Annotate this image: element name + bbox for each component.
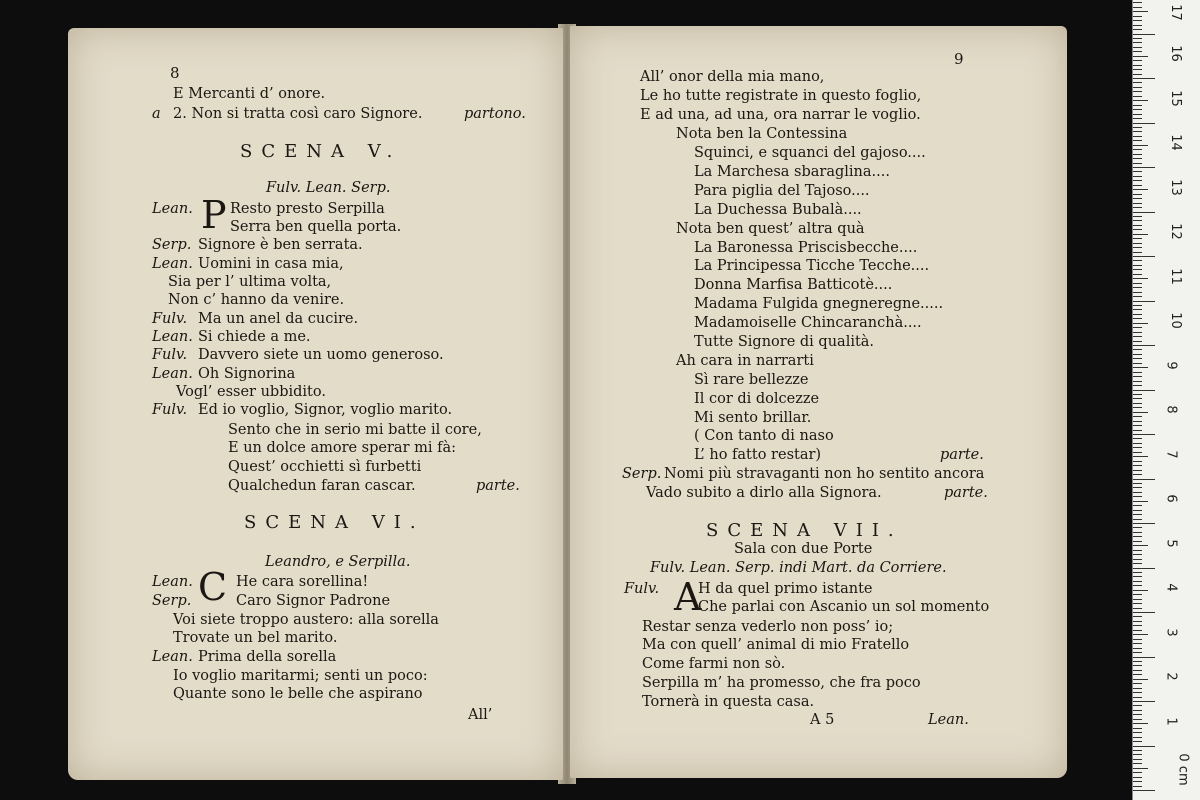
text-line: E ad una, ad una, ora narrar le voglio. [640,107,921,123]
page-number: 9 [954,50,964,68]
ruler-tick [1133,403,1142,404]
ruler-tick [1133,74,1142,75]
ruler-tick [1133,474,1142,475]
ruler-tick [1133,568,1155,569]
ruler-tick [1133,719,1142,720]
ruler-tick [1133,714,1142,715]
text-line: Madama Fulgida gnegneregne..... [694,296,944,312]
ruler-tick [1133,790,1155,791]
text-line: Voi siete troppo austero: alla sorella [173,612,439,628]
text-line: Nota ben quest’ altra quà [676,221,865,237]
ruler-tick [1133,38,1142,39]
ruler-tick [1133,394,1142,395]
ruler-tick [1133,421,1142,422]
ruler-tick [1133,670,1142,671]
text-line: La Duchessa Bubalà.... [694,202,862,218]
ruler-tick [1133,309,1142,310]
speaker: Lean. [152,329,193,345]
ruler-tick [1133,705,1142,706]
ruler-tick [1133,634,1148,635]
ruler-tick [1133,398,1142,399]
ruler-tick [1133,554,1142,555]
ruler-tick [1133,576,1142,577]
ruler-tick [1133,234,1148,235]
ruler-number: 14 [1167,134,1183,151]
ruler-tick [1133,51,1142,52]
ruler-tick [1133,301,1155,302]
ruler-tick [1133,42,1142,43]
text-line: Ma con quell’ animal di mio Fratello [642,637,910,653]
text-line: Serpilla m’ ha promesso, che fra poco [642,675,921,691]
ruler-tick [1133,260,1142,261]
ruler-tick [1133,461,1142,462]
scene-setting: Sala con due Porte [734,541,873,557]
ruler-tick [1133,763,1142,764]
ruler-tick [1133,296,1142,297]
ruler-tick [1133,345,1155,346]
ruler-tick [1133,91,1142,92]
ruler-tick [1133,523,1155,524]
text-line: Che parlai con Ascanio un sol momento [698,599,990,615]
ruler-tick [1133,158,1142,159]
page-number: 8 [170,64,180,82]
ruler-tick [1133,541,1142,542]
ruler-tick [1133,323,1148,324]
ruler-tick [1133,487,1142,488]
ruler-tick [1133,367,1148,368]
ruler-tick [1133,269,1142,270]
stage-direction: parte. [476,478,520,494]
text-line: Non c’ hanno da venire. [168,292,345,308]
right-page [570,26,1067,778]
ruler-number: 4 [1163,583,1179,592]
ruler-tick [1133,616,1142,617]
text-line: 2. Non si tratta così caro Signore. [173,106,423,122]
text-line: Trovate un bel marito. [173,630,338,646]
text-line: ( Con tanto di naso [694,428,834,444]
ruler-number: 11 [1167,268,1183,285]
ruler-tick [1133,416,1142,417]
ruler-tick [1133,759,1142,760]
ruler-tick [1133,358,1142,359]
text-line: Signore è ben serrata. [198,237,363,253]
catchword: All’ [468,707,493,723]
text-line: Vado subito a dirlo alla Signora. [646,485,882,501]
ruler-tick [1133,683,1142,684]
ruler-tick [1133,7,1142,8]
speaker: a [152,106,161,122]
ruler-number: 17 [1167,4,1183,21]
ruler-tick [1133,203,1142,204]
scene-cast: Fulv. Lean. Serp. indi Mart. da Corriere. [650,560,947,576]
ruler-tick [1133,652,1142,653]
ruler-tick [1133,496,1142,497]
ruler-tick [1133,136,1142,137]
ruler-tick [1133,287,1142,288]
drop-capital: C [198,565,228,609]
ruler-tick [1133,212,1155,213]
ruler-tick [1133,163,1142,164]
ruler-tick [1133,434,1155,435]
ruler-tick [1133,679,1148,680]
text-line: Ma un anel da cucire. [198,311,359,327]
ruler-tick [1133,229,1142,230]
text-line: He cara sorellina! [236,574,369,590]
text-line: Nomi più stravaganti non ho sentito ancora [664,466,985,482]
ruler-tick [1133,674,1142,675]
ruler-number: 3 [1163,628,1179,637]
scene-title: SCENA VI. [244,512,425,533]
ruler-tick [1133,599,1142,600]
left-page [68,28,563,780]
text-line: Sì rare bellezze [694,372,809,388]
ruler-tick [1133,786,1142,787]
speaker: Lean. [152,574,193,590]
ruler-tick [1133,697,1142,698]
ruler-tick [1133,149,1142,150]
ruler-tick [1133,341,1142,342]
ruler-tick [1133,16,1142,17]
ruler-tick [1133,256,1155,257]
signature-mark: A 5 [810,712,835,728]
ruler-tick [1133,363,1142,364]
ruler-tick [1133,452,1142,453]
ruler-tick [1133,105,1142,106]
ruler-tick [1133,603,1142,604]
ruler-tick [1133,430,1142,431]
ruler-tick [1133,728,1142,729]
ruler-tick [1133,82,1142,83]
text-line: Quest’ occhietti sì furbetti [228,459,422,475]
text-line: E Mercanti d’ onore. [173,86,326,102]
ruler-tick [1133,265,1142,266]
ruler-tick [1133,185,1142,186]
ruler-tick [1133,532,1142,533]
ruler-tick [1133,292,1142,293]
ruler-tick [1133,412,1148,413]
ruler-tick [1133,56,1148,57]
ruler-tick [1133,741,1142,742]
ruler-tick [1133,198,1142,199]
ruler-tick [1133,563,1142,564]
ruler-tick [1133,243,1142,244]
text-line: Si chiede a me. [198,329,311,345]
ruler-tick [1133,643,1142,644]
ruler-tick [1133,519,1142,520]
ruler-tick [1133,118,1142,119]
text-line: Serra ben quella porta. [230,219,402,235]
speaker: Fulv. [152,311,188,327]
text-line: Tutte Signore di qualità. [694,334,875,350]
ruler-tick [1133,109,1142,110]
text-line: Le ho tutte registrate in questo foglio, [640,88,922,104]
ruler-tick [1133,127,1142,128]
ruler-tick [1133,572,1142,573]
text-line: Prima della sorella [198,649,337,665]
ruler-tick [1133,639,1142,640]
ruler-tick [1133,385,1142,386]
ruler-tick [1133,376,1142,377]
stage-direction: parte. [944,485,988,501]
text-line: La Principessa Ticche Tecche.... [694,258,930,274]
ruler-number: 12 [1167,223,1183,240]
speaker: Lean. [152,649,193,665]
ruler-tick [1133,465,1142,466]
ruler-tick [1133,336,1142,337]
ruler-tick [1133,65,1142,66]
ruler-tick [1133,657,1155,658]
ruler-tick [1133,247,1142,248]
ruler-tick [1133,545,1148,546]
ruler-tick [1133,630,1142,631]
ruler-tick [1133,425,1142,426]
ruler-tick [1133,688,1142,689]
ruler-tick [1133,483,1142,484]
ruler-tick [1133,216,1142,217]
measurement-ruler [1132,0,1200,800]
ruler-tick [1133,501,1148,502]
ruler-tick [1133,318,1142,319]
text-line: Mi sento brillar. [694,410,812,426]
ruler-tick [1133,327,1142,328]
ruler-tick [1133,372,1142,373]
scene-title: SCENA V. [240,141,402,162]
drop-capital: A [674,575,702,619]
ruler-tick [1133,550,1142,551]
ruler-tick [1133,283,1142,284]
ruler-tick [1133,60,1142,61]
ruler-tick [1133,274,1142,275]
text-line: La Marchesa sbaraglina.... [694,164,890,180]
ruler-tick [1133,131,1142,132]
ruler-tick [1133,332,1142,333]
ruler-tick [1133,225,1142,226]
ruler-tick [1133,220,1142,221]
ruler-tick [1133,768,1148,769]
stage-direction: parte. [940,447,984,463]
ruler-tick [1133,456,1148,457]
text-line: Resto presto Serpilla [230,201,385,217]
speaker: Fulv. [152,402,188,418]
text-line: Davvero siete un uomo generoso. [198,347,444,363]
ruler-tick [1133,114,1142,115]
speaker: Lean. [152,201,193,217]
ruler-tick [1133,47,1142,48]
text-line: Il cor di dolcezze [694,391,820,407]
text-line: Tornerà in questa casa. [642,694,815,710]
ruler-tick [1133,140,1142,141]
ruler-tick [1133,171,1142,172]
text-line: Caro Signor Padrone [236,593,391,609]
ruler-tick [1133,238,1142,239]
ruler-tick [1133,661,1142,662]
text-line: E un dolce amore sperar mi fà: [228,440,456,456]
ruler-tick [1133,777,1142,778]
ruler-tick [1133,189,1148,190]
ruler-tick [1133,20,1142,21]
ruler-number: 9 [1163,361,1179,370]
ruler-tick [1133,625,1142,626]
speaker: Serp. [152,237,192,253]
text-line: H da quel primo istante [698,581,873,597]
ruler-tick [1133,194,1142,195]
ruler-tick [1133,648,1142,649]
ruler-tick [1133,443,1142,444]
ruler-tick [1133,510,1142,511]
ruler-tick [1133,314,1142,315]
ruler-tick [1133,176,1142,177]
ruler-tick [1133,145,1148,146]
drop-capital: P [201,193,227,237]
ruler-tick [1133,78,1155,79]
text-line: Io voglio maritarmi; senti un poco: [173,668,428,684]
ruler-tick [1133,559,1142,560]
text-line: Qualchedun faran cascar. [228,478,416,494]
ruler-tick [1133,732,1142,733]
text-line: Come farmi non sò. [642,656,786,672]
ruler-number: 8 [1163,405,1179,414]
speaker: Fulv. [152,347,188,363]
ruler-tick [1133,278,1148,279]
ruler-tick [1133,612,1155,613]
ruler-tick [1133,25,1142,26]
ruler-tick [1133,492,1142,493]
text-line: Uomini in casa mia, [198,256,344,272]
ruler-tick [1133,381,1142,382]
ruler-tick [1133,96,1142,97]
text-line: Madamoiselle Chincaranchà.... [694,315,922,331]
ruler-number: 15 [1167,90,1183,107]
ruler-tick [1133,180,1142,181]
ruler-tick [1133,470,1142,471]
ruler-number: 2 [1163,672,1179,681]
speaker: Lean. [152,256,193,272]
speaker: Fulv. [624,581,660,597]
ruler-tick [1133,665,1142,666]
ruler-tick [1133,69,1142,70]
ruler-tick [1133,438,1142,439]
ruler-number: 13 [1167,179,1183,196]
text-line: Sia per l’ ultima volta, [168,274,332,290]
text-line: All’ onor della mia mano, [640,69,825,85]
ruler-tick [1133,29,1142,30]
text-line: Ah cara in narrarti [676,353,814,369]
ruler-tick [1133,723,1148,724]
ruler-number: 0 cm [1175,753,1191,786]
ruler-tick [1133,2,1142,3]
text-line: Sento che in serio mi batte il core, [228,422,482,438]
ruler-tick [1133,252,1142,253]
scene-cast: Leandro, e Serpilla. [265,554,411,570]
text-line: Donna Marfisa Batticotè.... [694,277,893,293]
ruler-tick [1133,746,1155,747]
ruler-tick [1133,505,1142,506]
ruler-tick [1133,527,1142,528]
ruler-tick [1133,781,1142,782]
ruler-tick [1133,207,1142,208]
ruler-number: 10 [1167,312,1183,329]
ruler-tick [1133,585,1142,586]
speaker: Serp. [622,466,662,482]
text-line: Quante sono le belle che aspirano [173,686,423,702]
ruler-tick [1133,407,1142,408]
ruler-tick [1133,710,1142,711]
ruler-number: 5 [1163,539,1179,548]
text-line: La Baronessa Priscisbecche.... [694,240,918,256]
scene-title: SCENA VII. [706,520,903,541]
text-line: Oh Signorina [198,366,296,382]
ruler-tick [1133,514,1142,515]
ruler-tick [1133,349,1142,350]
ruler-tick [1133,754,1142,755]
ruler-tick [1133,390,1155,391]
text-line: Ed io voglio, Signor, voglio marito. [198,402,453,418]
ruler-number: 7 [1163,450,1179,459]
ruler-tick [1133,581,1142,582]
speaker: Lean. [152,366,193,382]
stage-direction: partono. [464,106,526,122]
ruler-tick [1133,737,1142,738]
ruler-number: 1 [1163,717,1179,726]
ruler-tick [1133,536,1142,537]
ruler-tick [1133,154,1142,155]
ruler-tick [1133,11,1148,12]
text-line: Para piglia del Tajoso.... [694,183,870,199]
text-line: Nota ben la Contessina [676,126,848,142]
text-line: Vogl’ esser ubbidito. [176,384,326,400]
ruler-tick [1133,590,1148,591]
ruler-tick [1133,692,1142,693]
text-line: Restar senza vederlo non poss’ io; [642,619,894,635]
ruler-tick [1133,34,1155,35]
ruler-tick [1133,608,1142,609]
ruler-tick [1133,305,1142,306]
ruler-number: 6 [1163,494,1179,503]
speaker: Serp. [152,593,192,609]
ruler-tick [1133,594,1142,595]
ruler-tick [1133,167,1155,168]
ruler-tick [1133,701,1155,702]
ruler-tick [1133,87,1142,88]
ruler-tick [1133,447,1142,448]
ruler-tick [1133,100,1148,101]
ruler-tick [1133,750,1142,751]
ruler-number: 16 [1167,45,1183,62]
ruler-tick [1133,621,1142,622]
ruler-tick [1133,772,1142,773]
ruler-tick [1133,479,1155,480]
text-line: L’ ho fatto restar) [694,447,822,463]
ruler-tick [1133,354,1142,355]
ruler-tick [1133,123,1155,124]
catchword: Lean. [928,712,969,728]
text-line: Squinci, e squanci del gajoso.... [694,145,926,161]
scene-cast: Fulv. Lean. Serp. [266,180,391,196]
